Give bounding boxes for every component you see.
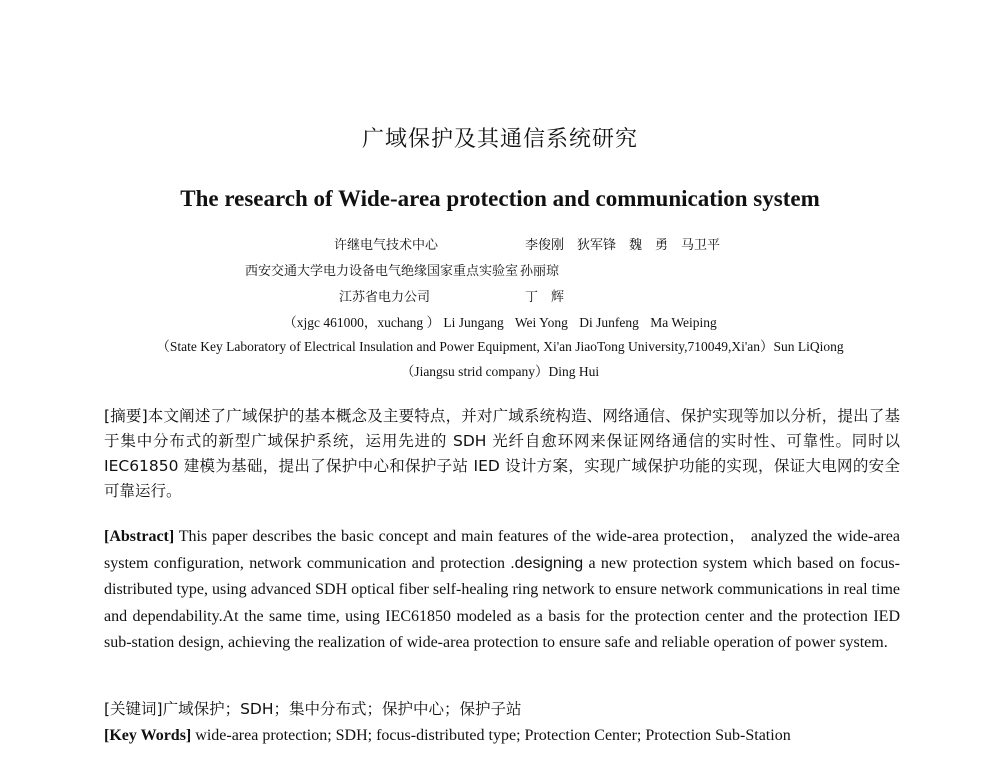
affiliation-en-2: （State Key Laboratory of Electrical Insulation and Power Equipment, Xi'an JiaoTong University,710049,Xi'an）Sun LiQiong <box>156 339 844 354</box>
abstract-en-designing: .designing <box>510 554 584 572</box>
abstract-cn: [摘要]本文阐述了广域保护的基本概念及主要特点，并对广域系统构造、网络通信、保护实现等加以分析，提出了基于集中分布式的新型广域保护系统，运用先进的 SDH 光纤自愈环网来保证网络通信的实时性、可靠性。同时以 IEC61850 建模为基础，提出了保护中心和保护子站 IED 设计方案，实现广域保护功能的实现，保证大电网的安全可靠运行。 <box>104 407 900 500</box>
keywords-en <box>104 727 900 745</box>
abstract-en-text-1: This paper describes the basic concept and main features of the wide-area protection， analyzed the wide-area system configuration, network communication and protection <box>104 528 900 572</box>
authors-cn-3: 丁 辉 <box>525 290 565 305</box>
affiliation-en-1 <box>0 311 1000 331</box>
affiliation-en-1-prefix: （xjgc 461000，xuchang ） <box>283 315 440 330</box>
abstract-en <box>104 524 900 657</box>
affiliation-en-3: （Jiangsu strid company）Ding Hui <box>400 364 600 379</box>
authors-cn-1: 李俊刚 狄军锋 魏 勇 马卫平 <box>525 238 721 253</box>
author-en: Wei Yong <box>514 315 568 330</box>
affiliation-cn-1: 许继电气技术中心 <box>333 238 438 253</box>
affiliation-cn-3: 江苏省电力公司 <box>338 290 430 305</box>
keywords-label: [Key Words] <box>104 727 192 744</box>
affiliation-cn-2: 西安交通大学电力设备电气绝缘国家重点实验室 <box>244 264 518 279</box>
author-en: Ma Weiping <box>650 315 717 330</box>
abstract-en-text-2: a new protection system which based on focus-distributed type, using advanced SDH optical fiber self-healing ring network to ensure network communications in real time and dependability.At the same time, using IEC61850 modeled as a basis for the protection center and the protection IED sub-station design, achieving the realization of wide-area protection to ensure safe and reliable operation of power system. <box>104 554 900 651</box>
paper-title-cn: 广域保护及其通信系统研究 <box>361 127 638 152</box>
keywords-cn: [关键词]广域保护；SDH；集中分布式；保护中心；保护子站 <box>104 700 522 718</box>
paper-title-en: The research of Wide-area protection and communication system <box>180 186 820 211</box>
authors-cn-2: 孙丽琼 <box>520 264 560 279</box>
author-en: Li Jungang <box>443 315 504 330</box>
author-en: Di Junfeng <box>579 315 639 330</box>
abstract-label: [Abstract] <box>104 528 175 545</box>
keywords-en-text: wide-area protection; SDH; focus-distributed type; Protection Center; Protection Sub-Station <box>191 727 791 744</box>
